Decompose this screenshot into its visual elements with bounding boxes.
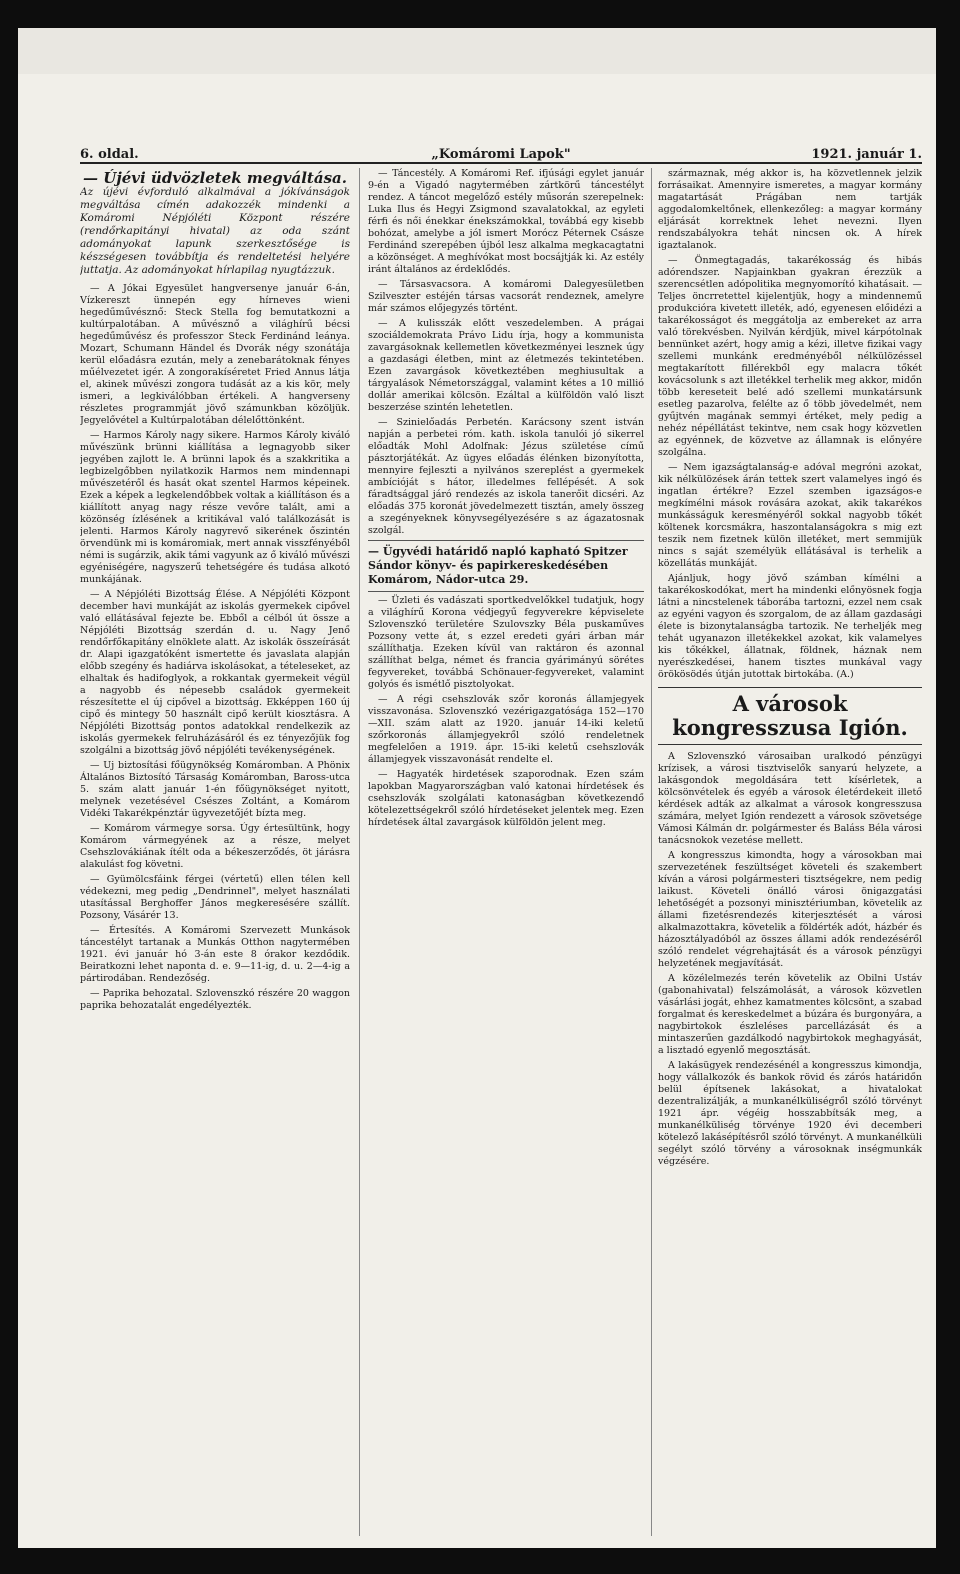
newspaper-page	[18, 28, 936, 1548]
top-margin-strip	[18, 28, 936, 74]
column-rule-1	[359, 168, 360, 1536]
news-item: — Gyümölcsfáink férgei (vértetű) ellen télen kell védekezni, meg pedig „Dendrinnel", melyet használati utasítással Berghoffer János megkeresésére szállít. Pozsony, Vásárér 13.	[80, 874, 350, 921]
news-item: — Nem igazságtalanság-e adóval megróni azokat, kik nélkülözések árán tettek szert valamelyes ingó és ingatlan értékre? Ezzel szemben igazságos-e megkímélni mások rovására azokat, akik takarékos munkásságuk keresményéről sokkal nagyobb tőkét költenek korcsmákra, haszontalanságokra s mig ezt teszik nem fizetnek külön illetéket, mert semmijük nincs s saját személyük ellátásával is terhelik a közellátás munkáját.	[658, 462, 922, 569]
news-item: — Hagyaték hirdetések szaporodnak. Ezen szám lapokban Magyarországban való katonai hírdetések és csehszlovák szolgálati katonaságban következendő kötelezettségekről szóló hírdetéseket jelentek meg. Ezen hírdetések által zavargások külföldön jelent meg.	[368, 769, 644, 828]
news-item: — A régi csehszlovák szőr koronás államjegyek visszavonása. Szlovenszkó vezérigazgatósága 152—170—XII. szám alatt az 1920. január 14-iki keletű szőrkoronás államjegyekről szóló rendeletnek megfelelően a 1919. ápr. 15-iki keletű csehszlovák államjegyek visszavonását rendelte el.	[368, 694, 644, 765]
issue-date: 1921. január 1.	[811, 147, 922, 162]
news-item: — A Népjóléti Bizottság Élése. A Népjóléti Központ december havi munkáját az iskolás gyermekek cipővel való ellátásával fejezte be. Ebből a célból út össze a Népjóléti Bizottság szerdán d. u. Nagy Jenő rendőrfőkapitány elnöklete alatt. Az iskolák összeírását dr. Alapi igazgatóként ismertette és javaslata alapján előbb szegény és hadiárva iskolásokat, a tételeseket, az elhaltak és hadifoglyok, a rokkantak gyermekeit végül a nagyobb és népesebb családok gyermekeit részesítette el új cipővel a bizottság. Ekképpen 160 új cipő és mintegy 50 használt cipő került kiosztásra. A Népjóléti Bizottság pontos adatokkal rendelkezik az iskolás gyermekek felruházásáról és ez tényezőjük fog szolgálni a bizottság jövő népjóléti tevékenységének.	[80, 589, 350, 756]
column-2	[368, 168, 644, 1536]
divider	[368, 591, 644, 592]
news-item: — Értesítés. A Komáromi Szervezett Munkások táncestélyt tartanak a Munkás Otthon nagytermében 1921. évi január hó 3-án este 8 órakor kezdődik. Beiratkozni lehet naponta d. e. 9—11-ig, d. u. 2—4-ig a pártirodában. Rendezőség.	[80, 925, 350, 984]
article-paragraph: A lakásügyek rendezésénél a kongresszus kimondja, hogy vállalkozók és bankok rövid és zárós határidőn belül építsenek lakásokat, a hivatalokat dezentralizálják, a munkanélküliségről szóló törvényt 1921 ápr. végéig hosszabbítsák meg, a munkanélküliség törvénye 1920 évi decemberi kötelező lakásépítésről szóló törvényt. A munkanélküli segélyt szóló törvény a városoknak inségmunkák végzésére.	[658, 1060, 922, 1167]
article-paragraph: A kongresszus kimondta, hogy a városokban mai szervezetének feszültséget követeli és szakembert kíván a városi polgármesteri tisztségekre, nem pedig laikust. Követeli önálló városi önigazgatási lehetőségét a pozsonyi minisztériumban, követelik az állami fizetésrendezés kiterjesztését a városi alkalmazottakra, követelik a földérték adót, házbér és házosztályadóból az összes állami adók rendezéséről szóló rendelet végrehajtását és a városok pénzügyi helyzetének megjavítását.	[658, 850, 922, 969]
news-item: — Társasvacsora. A komáromi Dalegyesületben Szilveszter estéjén társas vacsorát rendeznek, amelyre már számos előjegyzés történt.	[368, 279, 644, 314]
page-header	[80, 140, 922, 164]
column-1	[80, 168, 350, 1536]
column-rule-2	[651, 168, 652, 1536]
news-item: — Komárom vármegye sorsa. Úgy értesültünk, hogy Komárom vármegyének az a része, melyet Csehszlovákiának ítélt oda a békeszerződés, öt járásra alakulást fog követni.	[80, 823, 350, 870]
newspaper-title: „Komáromi Lapok"	[431, 147, 571, 162]
article-title: A városok kongresszusa Igión.	[658, 687, 922, 745]
news-item: — Táncestély. A Komáromi Ref. ifjúsági egylet január 9-én a Vigadó nagytermében zártkörű táncestélyt rendez. A táncot megelőző estély műsorán szerepelnek: Luka Ilus és Hegyi Zsigmond szavalatokkal, az egyleti férfi és női énekkar énekszámokkal, továbbá egy kisebb bohózat, amelybe a jól ismert Morócz Péternek Császe Ferdinánd szerepében újból lesz alkalma megkacagtatni a közönséget. A meghívókat most bocsájtják ki. Az estély iránt általános az érdeklődés.	[368, 168, 644, 275]
article-paragraph: A közélelmezés terén követelik az Obilni Ustáv (gabonahivatal) felszámolását, a városok közvetlen vásárlási jogát, ehhez kamatmentes kölcsönt, a szabad forgalmat és kereskedelmet a búzára és burgonyára, a nagybirtokok észleléses parcellázását és a mintaszerűen gazdálkodó nagybirtokok meghagyását, a lisztadó egyenlő megosztását.	[658, 973, 922, 1056]
news-item: — A kulisszák előtt veszedelemben. A prágai szociáldemokrata Právo Lidu írja, hogy a kommunista zavargásoknak kellemetlen következményei lesznek úgy a gazdasági életben, mint az életmezés tekintetében. Ezen zavargások következtében meghiusultak a tárgyalások Németországgal, valamint kétes a 10 millió dollár amerikai kölcsön. Ezáltal a külföldön való liszt beszerzése szintén lehetetlen.	[368, 318, 644, 413]
news-item: — Szinielőadás Perbetén. Karácsony szent istván napján a perbetei róm. kath. iskola tanulói jó sikerrel előadták Mohl Adolfnak: Jézus születése című pásztorjátékát. Az ügyes előadás élénken bizonyította, mennyire fejleszti a nyilvános szereplést a gyermekek ambícióját s hátor, illedelmes fellépését. A sok fáradtsággal járó rendezés az iskola tanerőit dicséri. Az előadás 375 koronát jövedelmezett tisztán, amely összeg a szegényeknek könyvsegélyezésére s az ágazatosnak szolgál.	[368, 417, 644, 536]
news-item: — Paprika behozatal. Szlovenszkó részére 20 waggon paprika behozatalát engedélyezték.	[80, 988, 350, 1011]
article-paragraph: A Szlovenszkó városaiban uralkodó pénzügyi krízisek, a városi tisztviselők sanyarú helyzete, a lakásgondok megoldására tett kísérletek, a kölcsönvételek és egyéb a városok életérdekeit illető kérdések adták az alkalmat a városok kongresszusa számára, melyet Igión rendezett a városok szövetsége Vámosi Kálmán dr. polgármester és Baláss Béla városi tanácsnokok vezetése mellett.	[658, 751, 922, 846]
divider	[368, 540, 644, 541]
intro-text: Az újévi évforduló alkalmával a jókívánságok megváltása címén adakozzék mindenki a Komáromi Népjóléti Központ részére (rendőrkapitányi hivatal) az oda szánt adományokat lapunk szerkesztősége is készségesen továbbítja és rendeltetési helyére juttatja. Az adományokat hírlapilag nyugtázzuk.	[80, 186, 350, 276]
news-item: származnak, még akkor is, ha közvetlennek jelzik forrásaikat. Amennyire ismeretes, a magyar kormány magatartását Prágában nem tartják aggodalomkeltőnek, ellenkezőleg: a magyar kormány eljárását korrektnek lehet nevezni. Ilyen rendszabályokra tehát nincsen ok. A hírek igaztalanok.	[658, 168, 922, 251]
advertisement: — Ügyvédi határidő napló kapható Spitzer Sándor könyv- és papirkereskedésében Komárom, Nádor-utca 29.	[368, 545, 628, 586]
news-item: Ajánljuk, hogy jövő számban kímélni a takarékoskodókat, mert ha mindenki előnyösnek fogja látni a nincstelenek táborába tartozni, ezzel nem csak az egyéni vagyon és szorgalom, de az állam gazdasági élete is bizonytalanságba tartozik. Ne terheljék meg tehát ugyanazon illetékekkel azokat, kik valamelyes kis tőkékkel, állatnak, földnek, háznak nem nyerészkedései, hanem tisztes munkával vagy örökösödés útján jutottak birtokába. (A.)	[658, 573, 922, 680]
intro-title: — Újévi üdvözletek megváltása.	[83, 169, 347, 187]
page-number: 6. oldal.	[80, 147, 139, 162]
news-item: — Önmegtagadás, takarékosság és hibás adórendszer. Napjainkban gyakran érezzük a szerencsétlen adópolitika megnyomorító kihatásait. — Teljes öncrretettel kijelentjük, hogy a mindennemű produkcióra kivetett illeték, adó, egyenesen előidézi a takarékosságot és meggátolja az embereket az arra való törekvésben. Nyilván kérdjük, mivel kárpótolnak bennünket azért, hogy amig a kézi, illetve fizikai vagy szellemi munkánk eredményéből nélkülözéssel megtakarított fillérekből egy malacra tőkét kovácsolunk s azt illetékkel terhelik meg akkor, midőn több kereseteit belé adó szellemi munkatársunk esetleg pazarolva, felélte az ő több jövedelmét, nem gyűjtvén magának semmyi értéket, mely pedig a nehéz népéllátást tekintve, nem csak hogy közvetlen az egyénnek, de közvetve az államnak is előnyére szolgálna.	[658, 255, 922, 458]
column-3	[658, 168, 922, 1536]
news-item: — Uj biztosítási főügynökség Komáromban. A Phönix Általános Biztosító Társaság Komáromban, Baross-utca 5. szám alatt január 1-én főügynökséget nyitott, melynek vezetésével Csészes Zoltánt, a Komárom Vidéki Takarékpénztár ügyvezetőjét bízta meg.	[80, 760, 350, 819]
news-item: — A Jókai Egyesület hangversenye január 6-án, Vízkereszt ünnepén egy hírneves wieni hegedűművésznő: Steck Stella fog bemutatkozni a kultúrpalotában. A művésznő a világhírű bécsi hegedűművész és professzor Steck Ferdinánd leánya. Mozart, Schumann Händel és Dvorák négy szonátája kerül előadásra ezután, mely a zenebarátoknak fényes műélvezetet igér. A zongorakíséretet Fried Annus látja el, akinek művészi zongora tudását az a kis kör, mely ismeri, a legkiválóbban értékeli. A hangverseny részletes programmját jövő számunkban közöljük. Jegyelővétel a Kultúrpalotában délelőttönként.	[80, 283, 350, 426]
news-item: — Üzleti és vadászati sportkedvelőkkel tudatjuk, hogy a világhírű Korona védjegyű fegyverekre képviselete Szlovenszkó területére Szulovszky Béla puskaműves Pozsony vette át, s ezzel eredeti gyári árban már szállíthatja. Ezeken kívül van raktáron és azonnal szállíthat belga, német és francia gyárimányú sörétes fegyvereket, továbbá Schönauer-fegyvereket, valamint golyós és ismétlő pisztolyokat.	[368, 595, 644, 690]
news-item: — Harmos Károly nagy sikere. Harmos Károly kiváló művészünk brünni kiállítása a legnagyobb siker jegyében zajlott le. A brünni lapok és a szakkritika a legbizelgőbben nyilatkozik Harmos nem mindennapi művészetéről és hasát okat szentel Harmos képeinek. Ezek a képek a legkelendőbbek voltak a kiállításon és a kiállított anyag nagy része vevőre talált, ami a közönség ízlésének a kritikával való találkozását is jelenti. Harmos Károly nagyrevő sikerének őszintén örvendünk mi is komáromiak, mert annak visszfényéből némi is sugárzik, akik támi vagyunk az ő kiváló művészi egyéniségére, nagyszerű tehetségére és tudása alkotó munkájának.	[80, 430, 350, 585]
